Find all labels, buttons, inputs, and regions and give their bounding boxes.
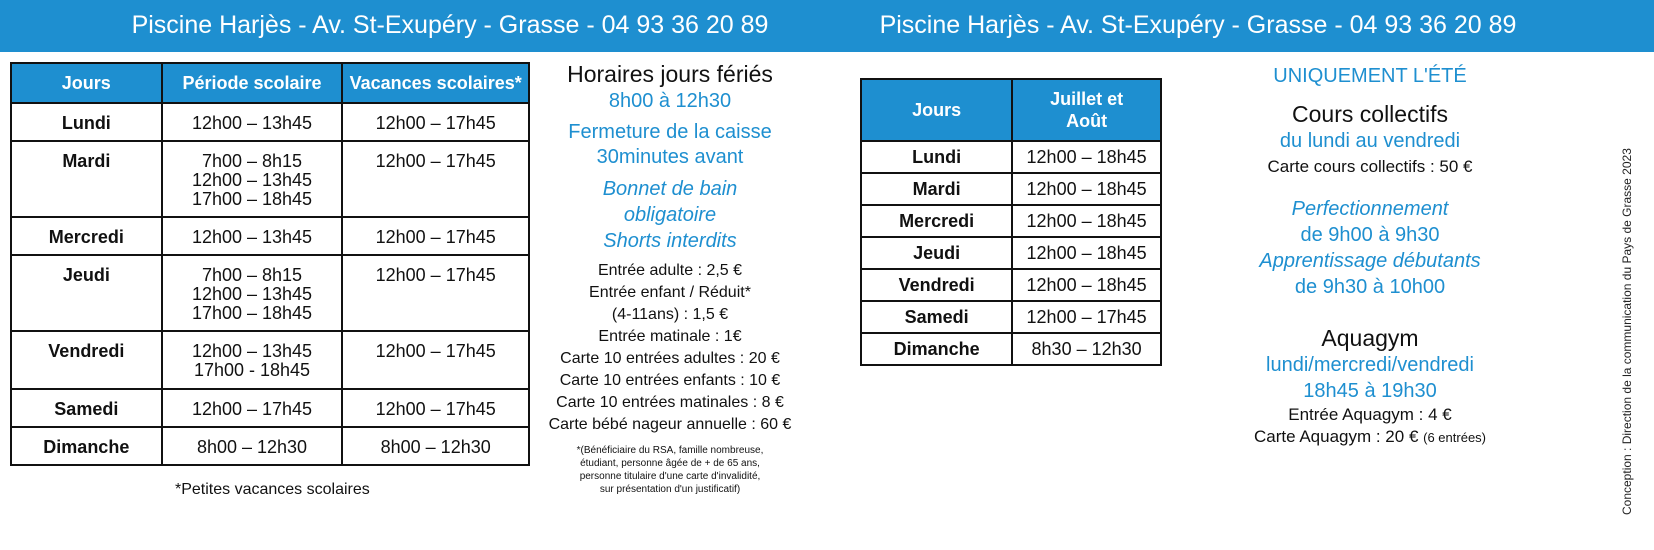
holiday-hours-cell (342, 255, 529, 331)
header-school-holidays: Vacances scolaires* (342, 63, 529, 103)
holiday-hours-cell-line: 12h00 – 17h45 (375, 265, 496, 285)
bank-holidays-hours: 8h00 à 12h30 (608, 90, 732, 112)
reduced-footnote-line: étudiant, personne âgée de + de 65 ans, (580, 458, 760, 469)
school-hours-cell-line: 17h00 – 18h45 (191, 303, 313, 323)
holiday-hours-cell (342, 427, 529, 465)
day-cell (11, 255, 162, 331)
aquagym-card-line (1220, 426, 1520, 449)
school-row (11, 255, 529, 331)
school-row (11, 103, 529, 141)
reduced-footnote-line: sur présentation d'un justificatif) (599, 484, 741, 495)
day-cell-line: Samedi (54, 399, 119, 419)
general-info-column (540, 60, 800, 496)
bank-holidays-title: Horaires jours fériés (567, 61, 773, 87)
summer-row (861, 173, 1161, 205)
beginner-label: Apprentissage débutants (1259, 250, 1481, 272)
day-cell-line: Lundi (61, 113, 111, 133)
price-item: Entrée adulte : 2,5 € (597, 262, 743, 279)
summer-day-cell: Lundi (861, 141, 1012, 173)
summer-header-july-august: Juillet et Août (1012, 79, 1161, 141)
school-hours-cell (162, 255, 343, 331)
aquagym-title: Aquagym (1321, 325, 1419, 351)
summer-row (861, 269, 1161, 301)
day-cell (11, 427, 162, 465)
improvement-label: Perfectionnement (1291, 198, 1449, 220)
day-cell (11, 217, 162, 255)
holiday-hours-cell (342, 331, 529, 389)
school-hours-cell-line: 12h00 – 13h45 (191, 227, 313, 247)
school-hours-cell-line: 7h00 – 8h15 (201, 265, 303, 285)
aquagym-hours: 18h45 à 19h30 (1303, 380, 1437, 402)
school-hours-cell (162, 103, 343, 141)
school-hours-cell-line: 17h00 – 18h45 (191, 189, 313, 209)
reduced-footnote-line: personne titulaire d'une carte d'invalidité, (579, 471, 761, 482)
day-cell (11, 103, 162, 141)
aquagym-card-note: (6 entrées) (1423, 430, 1487, 445)
summer-day-cell: Vendredi (861, 269, 1012, 301)
holiday-hours-cell (342, 141, 529, 217)
holiday-hours-cell (342, 389, 529, 427)
rule-cap-line-1: Bonnet de bain (602, 178, 738, 200)
holiday-hours-cell (342, 217, 529, 255)
reduced-price-footnote (540, 444, 800, 496)
summer-row (861, 141, 1161, 173)
summer-hours-cell: 12h00 – 18h45 (1012, 205, 1161, 237)
summer-row (861, 237, 1161, 269)
summer-info-column (1220, 62, 1520, 449)
school-row (11, 141, 529, 217)
school-hours-cell-line: 12h00 – 13h45 (191, 170, 313, 190)
day-cell (11, 141, 162, 217)
school-hours-cell (162, 217, 343, 255)
summer-row (861, 333, 1161, 365)
cash-close-line-2: 30minutes avant (596, 146, 744, 168)
summer-row (861, 301, 1161, 333)
price-item: Entrée enfant / Réduit* (589, 284, 751, 301)
day-cell-line: Mercredi (48, 227, 124, 247)
summer-day-cell: Mardi (861, 173, 1012, 205)
summer-day-cell: Samedi (861, 301, 1012, 333)
rule-cap-line-2: obligatoire (623, 204, 717, 226)
design-credit: Conception : Direction de la communication du Pays de Grasse 2023 (1620, 148, 1634, 515)
summer-day-cell: Dimanche (861, 333, 1012, 365)
school-hours-cell-line: 12h00 – 13h45 (191, 284, 313, 304)
aquagym-card-price: Carte Aquagym : 20 € (1253, 427, 1419, 446)
aquagym-entry-price: Entrée Aquagym : 4 € (1288, 405, 1452, 424)
summer-hours-cell: 12h00 – 18h45 (1012, 141, 1161, 173)
holiday-hours-cell-line: 12h00 – 17h45 (375, 113, 496, 133)
holiday-hours-cell-line: 12h00 – 17h45 (375, 399, 496, 419)
beginner-hours: de 9h30 à 10h00 (1294, 276, 1446, 298)
school-row (11, 389, 529, 427)
school-hours-cell-line: 17h00 - 18h45 (193, 360, 311, 380)
day-cell-line: Mardi (62, 151, 111, 171)
price-item: Carte 10 entrées enfants : 10 € (559, 372, 781, 389)
price-item: Carte bébé nageur annuelle : 60 € (548, 416, 792, 433)
summer-only-title: UNIQUEMENT L'ÉTÉ (1273, 65, 1467, 87)
school-hours-cell-line: 8h00 – 12h30 (196, 437, 308, 457)
summer-day-cell: Jeudi (861, 237, 1012, 269)
improvement-hours: de 9h00 à 9h30 (1300, 224, 1440, 246)
header-school-period: Période scolaire (162, 63, 343, 103)
holiday-hours-cell-line: 12h00 – 17h45 (375, 151, 496, 171)
summer-hours-cell: 12h00 – 18h45 (1012, 173, 1161, 205)
school-holidays-footnote: *Petites vacances scolaires (175, 481, 370, 498)
holiday-hours-cell-line: 12h00 – 17h45 (375, 341, 496, 361)
holiday-hours-cell-line: 12h00 – 17h45 (375, 227, 496, 247)
school-hours-cell-line: 12h00 – 17h45 (191, 399, 313, 419)
rule-shorts: Shorts interdits (603, 230, 737, 252)
day-cell-line: Dimanche (43, 437, 130, 457)
group-lessons-days: du lundi au vendredi (1279, 130, 1461, 152)
school-row (11, 217, 529, 255)
school-hours-cell (162, 331, 343, 389)
school-schedule-body (11, 103, 529, 465)
day-cell-line: Vendredi (48, 341, 125, 361)
day-cell-line: Jeudi (62, 265, 110, 285)
summer-hours-cell: 12h00 – 18h45 (1012, 237, 1161, 269)
price-list (540, 260, 800, 436)
price-item: Carte 10 entrées matinales : 8 € (556, 394, 784, 411)
holiday-hours-cell-line: 8h00 – 12h30 (380, 437, 491, 457)
banner-title-left: Piscine Harjès - Av. St-Exupéry - Grasse - 04 93 36 20 89 (131, 11, 769, 39)
summer-schedule-table (860, 78, 1162, 366)
school-hours-cell-line: 12h00 – 13h45 (191, 341, 313, 361)
header-days: Jours (11, 63, 162, 103)
school-row (11, 331, 529, 389)
banner-title-right: Piscine Harjès - Av. St-Exupéry - Grasse - 04 93 36 20 89 (879, 11, 1517, 39)
cash-close-line-1: Fermeture de la caisse (568, 121, 772, 143)
school-schedule-table (10, 62, 530, 466)
summer-hours-cell: 12h00 – 18h45 (1012, 269, 1161, 301)
summer-schedule-body (861, 141, 1161, 365)
school-row (11, 427, 529, 465)
reduced-footnote-line: *(Bénéficiaire du RSA, famille nombreuse, (576, 445, 764, 456)
summer-day-cell: Mercredi (861, 205, 1012, 237)
header-banner (0, 0, 1654, 52)
price-item: (4-11ans) : 1,5 € (611, 306, 729, 323)
school-hours-cell-line: 7h00 – 8h15 (201, 151, 303, 171)
school-hours-cell (162, 427, 343, 465)
school-hours-cell (162, 389, 343, 427)
summer-row (861, 205, 1161, 237)
price-item: Entrée matinale : 1€ (598, 328, 742, 345)
school-hours-cell (162, 141, 343, 217)
summer-hours-cell: 12h00 – 17h45 (1012, 301, 1161, 333)
holiday-hours-cell (342, 103, 529, 141)
group-lessons-card: Carte cours collectifs : 50 € (1267, 157, 1473, 176)
summer-hours-cell: 8h30 – 12h30 (1012, 333, 1161, 365)
day-cell (11, 331, 162, 389)
aquagym-days: lundi/mercredi/vendredi (1266, 354, 1474, 376)
group-lessons-title: Cours collectifs (1292, 101, 1448, 127)
day-cell (11, 389, 162, 427)
school-hours-cell-line: 12h00 – 13h45 (191, 113, 313, 133)
summer-header-days: Jours (861, 79, 1012, 141)
price-item: Carte 10 entrées adultes : 20 € (560, 350, 780, 367)
